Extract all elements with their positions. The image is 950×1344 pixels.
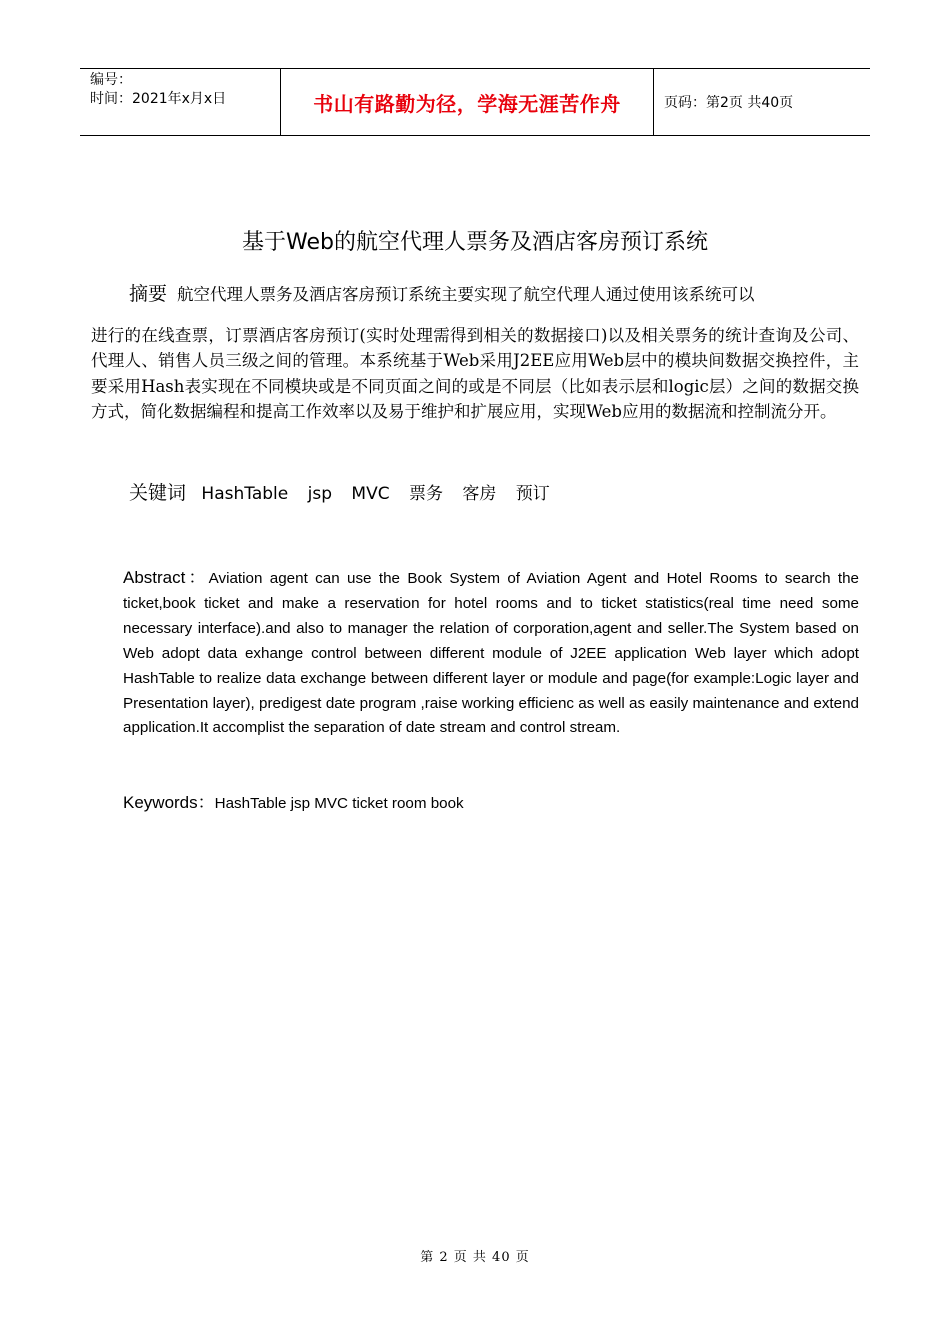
date-label: 时间：2021年x月x日 bbox=[90, 91, 227, 107]
keywords-cn-label: 关键词 bbox=[129, 482, 187, 504]
keyword-item: 客房 bbox=[462, 484, 497, 504]
keyword-item: 票务 bbox=[408, 484, 443, 504]
serial-number-label: 编号： bbox=[90, 72, 132, 88]
page-footer: 第 2 页 共 40 页 bbox=[420, 1250, 530, 1265]
abstract-en-label: Abstract： bbox=[123, 568, 209, 587]
keyword-item: HashTable bbox=[201, 484, 289, 504]
abstract-cn-label: 摘要 bbox=[129, 283, 168, 305]
keyword-item: 预订 bbox=[515, 484, 550, 504]
keyword-item: MVC bbox=[351, 484, 390, 504]
abstract-english bbox=[91, 566, 859, 741]
keyword-item: jsp bbox=[307, 484, 332, 504]
document-title: 基于Web的航空代理人票务及酒店客房预订系统 bbox=[242, 230, 708, 255]
abstract-chinese bbox=[91, 282, 859, 424]
header-table bbox=[80, 68, 870, 136]
keywords-chinese bbox=[129, 480, 564, 507]
abstract-en-paragraph bbox=[91, 566, 859, 741]
header-page-info: 页码：第2页 共40页 bbox=[664, 95, 794, 111]
abstract-cn-first-text: 航空代理人票务及酒店客房预订系统主要实现了航空代理人通过使用该系统可以 bbox=[177, 285, 755, 304]
header-meta-cell bbox=[80, 69, 281, 135]
keywords-en-label: Keywords： bbox=[123, 793, 215, 812]
abstract-en-body: Aviation agent can use the Book System of Aviation Agent and Hotel Rooms to search the ticket,book ticket and make a reservation for hotel rooms and to ticket statistics(real time need some necessary interface).and also to manager the relation of corporation,agent and seller.The System based on Web adopt data exhange control between different module of J2EE application Web layer which adopt HashTable to realize data exchange between different layer or module and page(for example:Logic layer and Presentation layer), predigest date program ,raise working efficienc as well as easily maintenance and extend application.It accomplist the separation of date stream and control stream. bbox=[123, 570, 859, 737]
abstract-cn-first-line bbox=[91, 282, 859, 307]
abstract-cn-body: 进行的在线查票，订票酒店客房预订(实时处理需得到相关的数据接口)以及相关票务的统计查询及公司、代理人、销售人员三级之间的管理。本系统基于Web采用J2EE应用Web层中的模块间数据交换控件，主要采用Hash表实现在不同模块或是不同页面之间的或是不同层（比如表示层和logic层）之间的数据交换方式，简化数据编程和提高工作效率以及易于维护和扩展应用，实现Web应用的数据流和控制流分开。 bbox=[91, 326, 859, 421]
header-motto: 书山有路勤为径，学海无涯苦作舟 bbox=[281, 69, 654, 135]
keywords-en-value: HashTable jsp MVC ticket room book bbox=[214, 795, 464, 812]
keywords-english bbox=[123, 790, 464, 817]
